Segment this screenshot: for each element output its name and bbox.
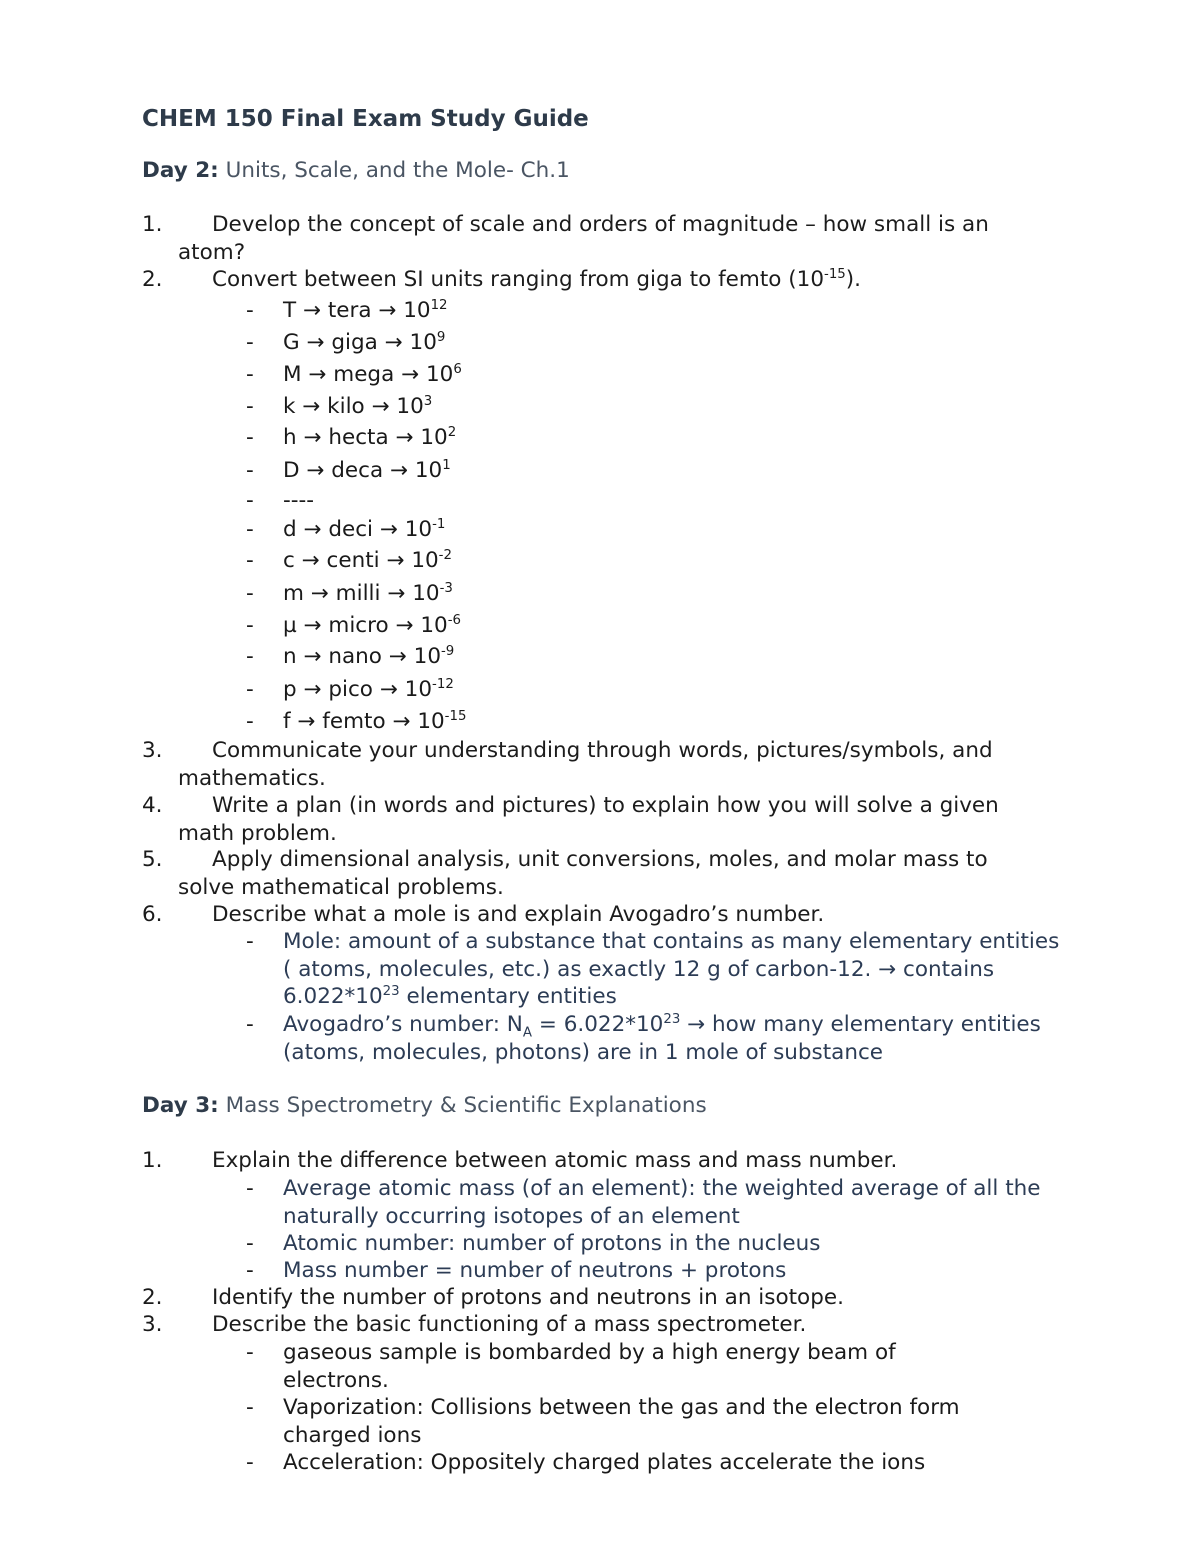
arrow-icon: →: [384, 330, 403, 355]
bullet-dash: -: [246, 548, 254, 573]
mass-number-note: Mass number = number of neutrons + protons: [283, 1258, 787, 1283]
day2-item-4-number: 4.: [142, 793, 163, 818]
prefix-item: M → mega → $10^6$: [283, 362, 462, 387]
arrow-icon: →: [379, 517, 398, 542]
day3-item-1-number: 1.: [142, 1148, 163, 1173]
arrow-icon: →: [303, 425, 322, 450]
arrow-icon: →: [388, 644, 407, 669]
bullet-dash: -: [246, 677, 254, 702]
bullet-dash: -: [246, 929, 254, 954]
day2-item-5-number: 5.: [142, 847, 163, 872]
day2-item-3-number: 3.: [142, 738, 163, 763]
spectrometer-note-1: gaseous sample is bombarded by a high energy beam of electrons.: [283, 1340, 896, 1393]
prefix-item: k → kilo → $10^3$: [283, 394, 433, 419]
bullet-dash: -: [246, 298, 254, 323]
arrow-icon: →: [395, 425, 414, 450]
arrow-icon: →: [301, 548, 320, 573]
prefix-item: n → nano → $10^{-9}$: [283, 644, 455, 669]
arrow-icon: →: [303, 677, 322, 702]
day2-item-2-number: 2.: [142, 267, 163, 292]
prefix-item: c → centi → $10^{-2}$: [283, 548, 452, 573]
arrow-icon: →: [378, 298, 397, 323]
day2-item-6-number: 6.: [142, 902, 163, 927]
bullet-dash: -: [246, 1395, 254, 1420]
arrow-icon: →: [371, 394, 390, 419]
arrow-icon: →: [297, 709, 316, 734]
arrow-icon: →: [303, 517, 322, 542]
prefix-item: d → deci → $10^{-1}$: [283, 517, 446, 542]
arrow-icon: →: [389, 458, 408, 483]
average-atomic-mass-note: Average atomic mass (of an element): the weighted average of all the naturally occurring isotopes of an element: [283, 1176, 1041, 1229]
day2-subtitle: Units, Scale, and the Mole- Ch.1: [225, 158, 570, 183]
arrow-icon: →: [302, 298, 321, 323]
bullet-dash: -: [246, 362, 254, 387]
day2-item-6-text: Describe what a mole is and explain Avogadro’s number.: [212, 902, 825, 927]
bullet-dash: -: [246, 1012, 254, 1037]
arrow-icon: →: [878, 956, 897, 982]
prefix-item: D → deca → $10^1$: [283, 458, 451, 483]
day2-item-5-text: Apply dimensional analysis, unit conversions, moles, and molar mass to solve mathematical problems.: [178, 847, 988, 900]
arrow-icon: →: [387, 581, 406, 606]
bullet-dash: -: [246, 394, 254, 419]
day2-item-2-text: Convert between SI units ranging from giga to femto $(10^{-15})$.: [212, 267, 862, 292]
bullet-dash: -: [246, 581, 254, 606]
day2-item-4-text: Write a plan (in words and pictures) to explain how you will solve a given math problem.: [178, 793, 999, 846]
day3-label: Day 3:: [142, 1093, 219, 1118]
prefix-separator: ----: [283, 488, 315, 513]
document-title: CHEM 150 Final Exam Study Guide: [142, 106, 589, 132]
mole-definition: Mole: amount of a substance that contains as many elementary entities ( atoms, molecules, etc.) as exactly 12 g of carbon-12. → contains $6.022*10^{23}$ elementary entities: [283, 929, 1060, 1009]
prefix-item: G → giga → $10^9$: [283, 330, 446, 355]
day3-subtitle: Mass Spectrometry & Scientific Explanations: [225, 1093, 707, 1118]
arrow-icon: →: [395, 613, 414, 638]
spectrometer-note-2: Vaporization: Collisions between the gas and the electron form charged ions: [283, 1395, 960, 1448]
prefix-item: m → milli → $10^{-3}$: [283, 581, 453, 606]
atomic-number-note: Atomic number: number of protons in the nucleus: [283, 1231, 821, 1256]
bullet-dash: -: [246, 488, 254, 513]
arrow-icon: →: [303, 613, 322, 638]
spectrometer-note-3: Acceleration: Oppositely charged plates accelerate the ions: [283, 1450, 926, 1475]
day3-item-3-text: Describe the basic functioning of a mass spectrometer.: [212, 1312, 807, 1337]
bullet-dash: -: [246, 1231, 254, 1256]
bullet-dash: -: [246, 1258, 254, 1283]
day3-item-1-text: Explain the difference between atomic mass and mass number.: [212, 1148, 898, 1173]
day3-item-3-number: 3.: [142, 1312, 163, 1337]
day3-item-2-number: 2.: [142, 1285, 163, 1310]
day2-item-1-number: 1.: [142, 212, 163, 237]
arrow-icon: →: [308, 362, 327, 387]
day2-item-1-text: Develop the concept of scale and orders of magnitude – how small is an atom?: [178, 212, 989, 265]
arrow-icon: →: [401, 362, 420, 387]
prefix-item: T → tera → $10^{12}$: [283, 298, 448, 323]
bullet-dash: -: [246, 425, 254, 450]
bullet-dash: -: [246, 1450, 254, 1475]
day3-heading: [142, 1093, 707, 1118]
prefix-item: µ → micro → $10^{-6}$: [283, 613, 462, 638]
bullet-dash: -: [246, 517, 254, 542]
prefix-item: h → hecta → $10^2$: [283, 425, 457, 450]
bullet-dash: -: [246, 1340, 254, 1365]
bullet-dash: -: [246, 330, 254, 355]
arrow-icon: →: [386, 548, 405, 573]
bullet-dash: -: [246, 613, 254, 638]
bullet-dash: -: [246, 1176, 254, 1201]
day2-heading: [142, 158, 570, 183]
day2-label: Day 2:: [142, 158, 219, 183]
avogadro-definition: Avogadro’s number: $N_A = 6.022*10^{23}$ → how many elementary entities (atoms, molecules, photons) are in 1 mole of substance: [283, 1012, 1041, 1065]
day3-item-2-text: Identify the number of protons and neutrons in an isotope.: [212, 1285, 844, 1310]
bullet-dash: -: [246, 644, 254, 669]
arrow-icon: →: [310, 581, 329, 606]
bullet-dash: -: [246, 709, 254, 734]
bullet-dash: -: [246, 458, 254, 483]
prefix-item: p → pico → $10^{-12}$: [283, 677, 454, 702]
arrow-icon: →: [306, 458, 325, 483]
day2-item-3-text: Communicate your understanding through words, pictures/symbols, and mathematics.: [178, 738, 993, 791]
arrow-icon: →: [302, 394, 321, 419]
arrow-icon: →: [303, 644, 322, 669]
arrow-icon: →: [392, 709, 411, 734]
arrow-icon: →: [687, 1012, 706, 1037]
prefix-item: f → femto → $10^{-15}$: [283, 709, 467, 734]
arrow-icon: →: [379, 677, 398, 702]
arrow-icon: →: [306, 330, 325, 355]
